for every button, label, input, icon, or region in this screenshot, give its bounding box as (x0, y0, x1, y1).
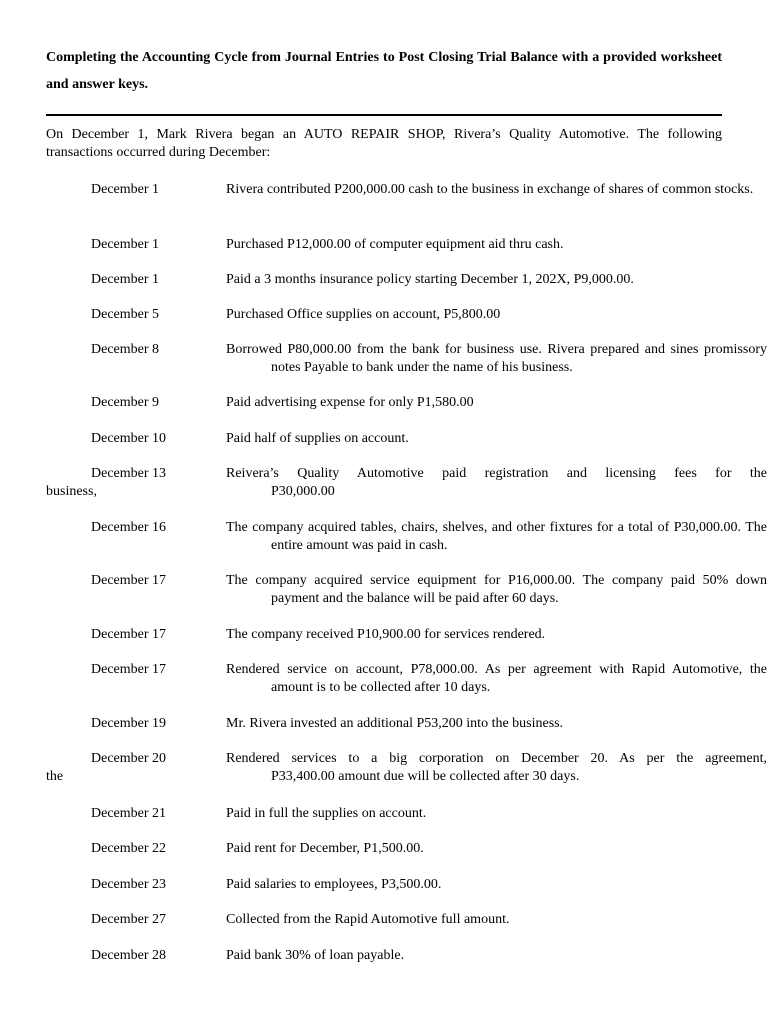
transaction-description: Borrowed P80,000.00 from the bank for business use. Rivera prepared and sines promissory notes Payable to bank under the name of his business. (226, 342, 767, 375)
transaction-description: Paid a 3 months insurance policy starting December 1, 202X, P9,000.00. (226, 272, 634, 287)
document-title: Completing the Accounting Cycle from Journal Entries to Post Closing Trial Balance with a provided worksheet and answer keys. (46, 50, 722, 92)
transaction-description: The company acquired service equipment for P16,000.00. The company paid 50% down payment and the balance will be paid after 60 days. (226, 573, 767, 606)
wrapped-word: business, (46, 484, 97, 499)
transaction-date: December 17 (91, 662, 167, 677)
transaction-date: December 5 (91, 307, 160, 322)
transaction-entry (0, 519, 768, 555)
transaction-date: December 1 (91, 237, 160, 252)
transaction-date: December 22 (91, 841, 167, 856)
transaction-date: December 17 (91, 573, 167, 588)
transaction-entry (0, 750, 768, 786)
transaction-description: Paid bank 30% of loan payable. (226, 948, 405, 963)
transaction-entry (0, 947, 768, 965)
transaction-date: December 9 (91, 395, 160, 410)
transaction-description: The company received P10,900.00 for services rendered. (226, 627, 546, 642)
transaction-description: Paid in full the supplies on account. (226, 806, 427, 821)
transaction-entry (0, 715, 768, 733)
transaction-entry (0, 236, 768, 254)
transaction-entry (0, 465, 768, 501)
transaction-date: December 27 (91, 912, 167, 927)
transaction-date: December 23 (91, 877, 167, 892)
transaction-description: Paid advertising expense for only P1,580.00 (226, 395, 474, 410)
transaction-date: December 13 (91, 466, 167, 481)
transaction-entry (0, 394, 768, 412)
transaction-description: Paid half of supplies on account. (226, 431, 409, 446)
intro-paragraph: On December 1, Mark Rivera began an AUTO REPAIR SHOP, Rivera’s Quality Automotive. The following transactions occurred during December: (46, 127, 722, 160)
transaction-date: December 28 (91, 948, 167, 963)
transaction-description-continued: P30,000.00 (271, 484, 335, 499)
transaction-description: Purchased P12,000.00 of computer equipment aid thru cash. (226, 237, 564, 252)
transaction-entry (0, 181, 768, 199)
transaction-description: Rendered services to a big corporation on December 20. As per the agreement, (226, 751, 767, 766)
transaction-entry (0, 572, 768, 608)
transaction-description: Paid salaries to employees, P3,500.00. (226, 877, 442, 892)
transaction-date: December 10 (91, 431, 167, 446)
transaction-description: Purchased Office supplies on account, P5,800.00 (226, 307, 501, 322)
transaction-date: December 16 (91, 520, 167, 535)
transaction-date: December 20 (91, 751, 167, 766)
transaction-date: December 19 (91, 716, 167, 731)
transaction-entry (0, 306, 768, 324)
transaction-entry (0, 341, 768, 377)
transaction-entry (0, 911, 768, 929)
transaction-entry (0, 271, 768, 289)
transaction-entry (0, 626, 768, 644)
transaction-date: December 1 (91, 272, 160, 287)
transaction-description: Mr. Rivera invested an additional P53,200 into the business. (226, 716, 564, 731)
transaction-description: The company acquired tables, chairs, shelves, and other fixtures for a total of P30,000.00. The entire amount was paid in cash. (226, 520, 767, 553)
transaction-entry (0, 805, 768, 823)
transaction-description: Rendered service on account, P78,000.00. As per agreement with Rapid Automotive, the amount is to be collected after 10 days. (226, 662, 767, 695)
transaction-date: December 8 (91, 342, 160, 357)
transaction-description: Paid rent for December, P1,500.00. (226, 841, 424, 856)
transaction-entry (0, 840, 768, 858)
transaction-date: December 1 (91, 182, 160, 197)
transaction-entry (0, 430, 768, 448)
transaction-entry (0, 661, 768, 697)
transaction-description: Reivera’s Quality Automotive paid registration and licensing fees for the (226, 466, 767, 481)
transaction-description: Rivera contributed P200,000.00 cash to the business in exchange of shares of common stocks. (226, 182, 754, 197)
transaction-date: December 17 (91, 627, 167, 642)
wrapped-word: the (46, 769, 64, 784)
title-divider (46, 114, 722, 116)
transaction-description: Collected from the Rapid Automotive full amount. (226, 912, 510, 927)
transaction-description-continued: P33,400.00 amount due will be collected after 30 days. (271, 769, 580, 784)
transaction-date: December 21 (91, 806, 167, 821)
transaction-entry (0, 876, 768, 894)
